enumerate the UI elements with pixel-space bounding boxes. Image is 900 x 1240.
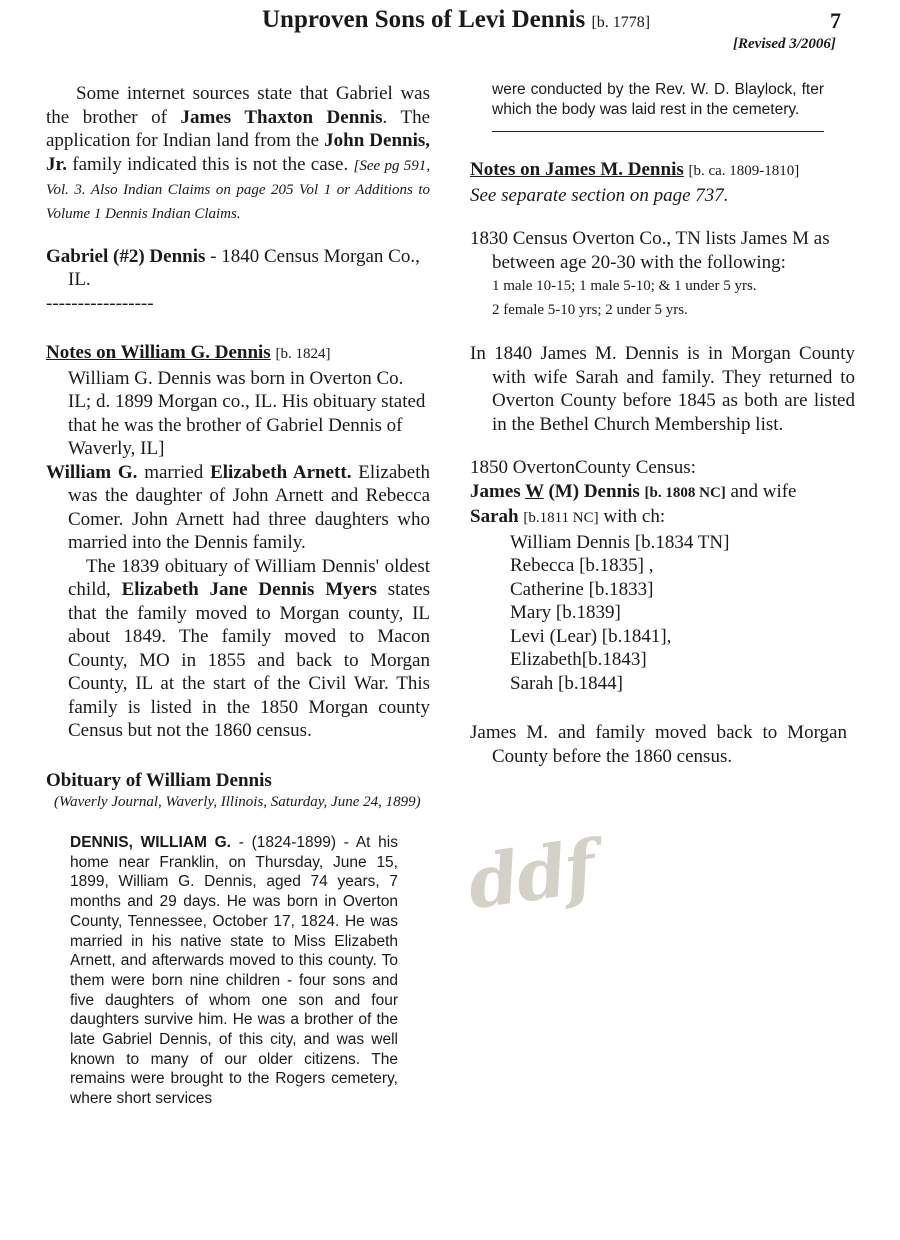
closing-paragraph: James M. and family moved back to Morgan County before the 1860 census. bbox=[470, 722, 847, 767]
child-item: Sarah [b.1844] bbox=[510, 672, 623, 694]
obituary-text: DENNIS, WILLIAM G. - (1824-1899) - At his home near Franklin, on Thursday, June 15, 1899, William G. Dennis, aged 74 years, 7 months and 29 days. He was born in Overton County, Tennessee, October 17, 1824. He was married in his native state to Miss Elizabeth Arnett, and afterwards moved to this county. To them were born nine children - four sons and five daughters of whom one son and four daughters survive him. He was a brother of the late Gabriel Dennis, of this city, and was well known to many of our older citizens. The remains were brought to the Rogers cemetery, where short services bbox=[70, 834, 398, 1108]
separator-dashes: ----------------- bbox=[46, 292, 154, 314]
census-1830-line-1: 1 male 10-15; 1 male 5-10; & 1 under 5 yrs. bbox=[492, 278, 757, 295]
william-g-heading: Notes on William G. Dennis [b. 1824] bbox=[46, 342, 331, 363]
page-title bbox=[262, 6, 650, 34]
james-m-see-reference: See separate section on page 737. bbox=[470, 184, 729, 206]
child-item: Mary [b.1839] bbox=[510, 602, 621, 624]
intro-reference: [See pg 591, Vol. 3. Also Indian Claims on page 205 Vol 1 or Additions to Volume 1 Dennis Indian Claims. bbox=[46, 157, 431, 222]
obituary-heading: Obituary of William Dennis bbox=[46, 769, 272, 791]
left-column bbox=[46, 82, 430, 1109]
census-1830-text: 1830 Census Overton Co., TN lists James M as between age 20-30 with the following: bbox=[470, 228, 830, 273]
watermark-initials: ddf bbox=[462, 823, 599, 926]
child-item: Elizabeth[b.1843] bbox=[510, 649, 647, 671]
page-title-born: [b. 1778] bbox=[591, 14, 651, 31]
paragraph-1840: In 1840 James M. Dennis is in Morgan County with wife Sarah and family. They returned to Overton County before 1845 as both are listed in the Bethel Church Membership list. bbox=[470, 343, 855, 435]
child-item: Catherine [b.1833] bbox=[510, 578, 654, 600]
sarah-line: Sarah [b.1811 NC] with ch: bbox=[470, 506, 666, 528]
child-item: William Dennis [b.1834 TN] bbox=[510, 531, 730, 553]
william-g-paragraph-3: The 1839 obituary of William Dennis' oldest child, Elizabeth Jane Dennis Myers states that the family moved to Morgan county, IL about 1849. The family moved to Macon County, MO in 1855 and back to Morgan County, IL at the start of the Civil War. This family is listed in the 1850 Morgan county Census but not the 1860 census. bbox=[68, 555, 430, 741]
william-g-paragraph-1: William G. Dennis was born in Overton Co. IL; d. 1899 Morgan co., IL. His obituary stated that he was the brother of Gabriel Dennis of Waverly, IL] bbox=[68, 367, 426, 459]
william-g-paragraph-2: William G. married Elizabeth Arnett. Elizabeth was the daughter of John Arnett and Rebecca Comer. John Arnett had three daughters who married into the Dennis family. bbox=[46, 461, 430, 553]
intro-paragraph: Some internet sources state that Gabriel was the brother of James Thaxton Dennis. The application for Indian land from the John Dennis, Jr. family indicated this is not the case. [See pg 591, Vol. 3. Also Indian Claims on page 205 Vol 1 or Additions to Volume 1 Dennis Indian Claims. bbox=[46, 83, 431, 222]
revised-date: [Revised 3/2006] bbox=[733, 36, 836, 52]
child-item: Levi (Lear) [b.1841], bbox=[510, 625, 672, 647]
obituary-source: (Waverly Journal, Waverly, Illinois, Saturday, June 24, 1899) bbox=[54, 794, 421, 810]
obituary-continuation: were conducted by the Rev. W. D. Blaylock, fter which the body was laid rest in the cemetery. bbox=[492, 81, 824, 118]
page-number: 7 bbox=[830, 8, 841, 33]
right-column bbox=[470, 82, 855, 768]
gabriel-entry: Gabriel (#2) Dennis - 1840 Census Morgan Co., IL. bbox=[46, 245, 420, 290]
child-item: Rebecca [b.1835] , bbox=[510, 555, 654, 577]
census-1830-line-2: 2 female 5-10 yrs; 2 under 5 yrs. bbox=[492, 302, 688, 319]
page-title-text: Unproven Sons of Levi Dennis bbox=[262, 6, 586, 33]
james-household-line: James W (M) Dennis [b. 1808 NC] and wife bbox=[470, 480, 797, 502]
census-1850-label: 1850 OvertonCounty Census: bbox=[470, 457, 696, 479]
james-m-heading: Notes on James M. Dennis [b. ca. 1809-1810] bbox=[470, 159, 800, 181]
children-list bbox=[470, 531, 855, 696]
